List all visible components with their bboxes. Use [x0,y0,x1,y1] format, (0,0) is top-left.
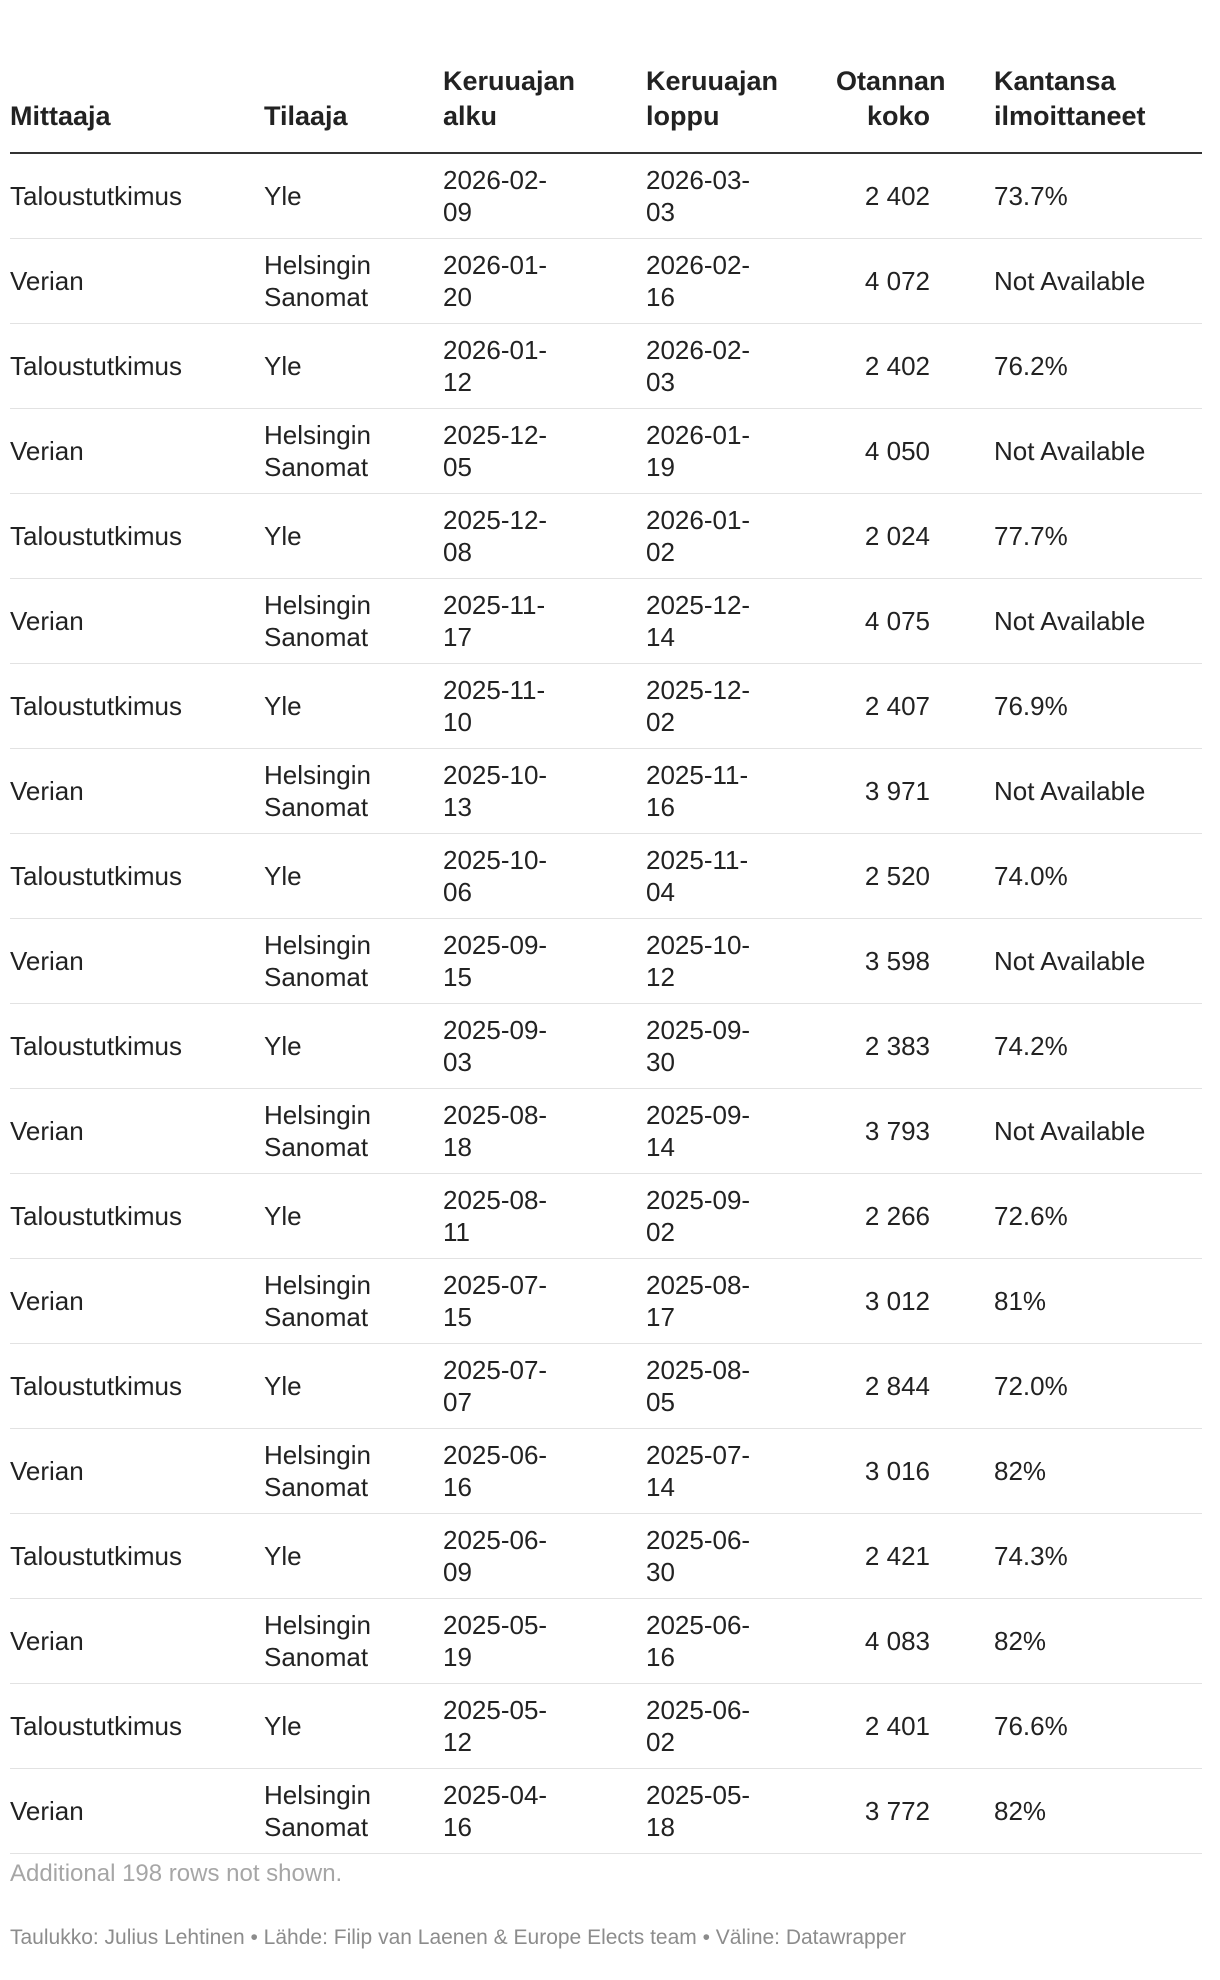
cell-tilaaja [264,919,443,1004]
loppu-line2: 19 [646,452,675,482]
cell-keruuajan-loppu [646,834,836,919]
alku-line2: 15 [443,1302,472,1332]
alku-line1: 2026-01- [443,335,548,365]
cell-kantansa-ilmoittaneet: 82% [976,1599,1202,1684]
alku-line1: 2025-11- [443,590,546,620]
cell-mittaaja: Taloustutkimus [10,664,264,749]
table-body [10,153,1202,1854]
cell-kantansa-ilmoittaneet: Not Available [976,239,1202,324]
header-tilaaja[interactable] [264,0,443,153]
alku-line2: 12 [443,1727,472,1757]
table-row [10,494,1202,579]
more-rows-note: Additional 198 rows not shown. [10,1860,343,1887]
cell-mittaaja: Verian [10,1259,264,1344]
loppu-line2: 14 [646,1132,675,1162]
poll-table-container [10,0,1202,1854]
loppu-line2: 30 [646,1047,675,1077]
table-row [10,1684,1202,1769]
loppu-line2: 03 [646,197,675,227]
alku-line1: 2025-10- [443,760,548,790]
header-alku-line1: Keruuajan [443,66,576,96]
loppu-line1: 2026-01- [646,420,751,450]
cell-otannan-koko: 2 383 [836,1004,976,1089]
cell-keruuajan-loppu [646,1004,836,1089]
header-tilaaja-label: Tilaaja [264,101,348,131]
tilaaja-line1: Helsingin [264,1270,371,1300]
cell-keruuajan-alku [443,664,646,749]
alku-line1: 2025-11- [443,675,546,705]
alku-line1: 2025-08- [443,1100,548,1130]
tilaaja-line1: Helsingin [264,1100,371,1130]
loppu-line1: 2025-09- [646,1185,751,1215]
tilaaja-line1: Helsingin [264,1440,371,1470]
alku-line2: 15 [443,962,472,992]
alku-line1: 2025-07- [443,1270,548,1300]
cell-keruuajan-alku [443,1599,646,1684]
cell-kantansa-ilmoittaneet: 72.6% [976,1174,1202,1259]
cell-mittaaja: Verian [10,749,264,834]
alku-line1: 2025-10- [443,845,548,875]
alku-line2: 09 [443,1557,472,1587]
cell-otannan-koko: 4 072 [836,239,976,324]
alku-line2: 08 [443,537,472,567]
tilaaja-line2: Sanomat [264,1642,369,1672]
loppu-line2: 02 [646,1217,675,1247]
cell-keruuajan-alku [443,494,646,579]
cell-keruuajan-alku [443,579,646,664]
table-row [10,153,1202,239]
header-loppu-line1: Keruuajan [646,66,779,96]
loppu-line2: 16 [646,1642,675,1672]
cell-tilaaja: Yle [264,1344,443,1429]
cell-keruuajan-alku [443,834,646,919]
table-row [10,834,1202,919]
cell-kantansa-ilmoittaneet: 74.0% [976,834,1202,919]
cell-tilaaja: Yle [264,153,443,239]
cell-keruuajan-alku [443,409,646,494]
loppu-line1: 2025-11- [646,760,749,790]
cell-keruuajan-loppu [646,1344,836,1429]
cell-otannan-koko: 2 402 [836,153,976,239]
table-header [10,0,1202,153]
tilaaja-line1: Helsingin [264,250,371,280]
header-loppu-line2: loppu [646,101,720,131]
cell-mittaaja: Verian [10,1769,264,1854]
cell-kantansa-ilmoittaneet: Not Available [976,1089,1202,1174]
loppu-line2: 30 [646,1557,675,1587]
loppu-line1: 2026-02- [646,250,751,280]
cell-keruuajan-alku [443,1259,646,1344]
alku-line1: 2025-07- [443,1355,548,1385]
cell-keruuajan-loppu [646,153,836,239]
table-row [10,1599,1202,1684]
cell-keruuajan-loppu [646,409,836,494]
table-row [10,1344,1202,1429]
cell-keruuajan-loppu [646,239,836,324]
cell-keruuajan-alku [443,1429,646,1514]
alku-line2: 13 [443,792,472,822]
loppu-line2: 14 [646,1472,675,1502]
tilaaja-line2: Sanomat [264,452,369,482]
cell-kantansa-ilmoittaneet: 81% [976,1259,1202,1344]
cell-keruuajan-loppu [646,579,836,664]
alku-line2: 11 [443,1217,470,1247]
loppu-line1: 2025-12- [646,590,751,620]
loppu-line2: 02 [646,1727,675,1757]
cell-otannan-koko: 3 793 [836,1089,976,1174]
cell-tilaaja: Yle [264,1174,443,1259]
cell-kantansa-ilmoittaneet: 82% [976,1769,1202,1854]
cell-mittaaja: Taloustutkimus [10,1344,264,1429]
cell-otannan-koko: 3 971 [836,749,976,834]
cell-otannan-koko: 3 016 [836,1429,976,1514]
loppu-line2: 02 [646,537,675,567]
cell-tilaaja [264,579,443,664]
loppu-line1: 2025-08- [646,1355,751,1385]
tilaaja-line2: Sanomat [264,282,369,312]
cell-keruuajan-loppu [646,1259,836,1344]
alku-line2: 18 [443,1132,472,1162]
tilaaja-line2: Sanomat [264,792,369,822]
header-row [10,0,1202,153]
source-footer: Taulukko: Julius Lehtinen • Lähde: Filip van Laenen & Europe Elects team • Väline: Datawrapper [10,1926,907,1949]
cell-kantansa-ilmoittaneet: 76.9% [976,664,1202,749]
tilaaja-line2: Sanomat [264,1812,369,1842]
loppu-line2: 05 [646,1387,675,1417]
alku-line2: 03 [443,1047,472,1077]
cell-otannan-koko: 3 598 [836,919,976,1004]
cell-otannan-koko: 2 421 [836,1514,976,1599]
cell-otannan-koko: 2 266 [836,1174,976,1259]
table-row [10,1259,1202,1344]
alku-line2: 17 [443,622,472,652]
cell-mittaaja: Taloustutkimus [10,324,264,409]
loppu-line1: 2025-06- [646,1525,751,1555]
loppu-line1: 2025-11- [646,845,749,875]
cell-keruuajan-loppu [646,664,836,749]
cell-tilaaja [264,1599,443,1684]
alku-line1: 2025-04- [443,1780,548,1810]
cell-kantansa-ilmoittaneet: 72.0% [976,1344,1202,1429]
loppu-line1: 2026-02- [646,335,751,365]
alku-line2: 16 [443,1812,472,1842]
header-mittaaja[interactable] [10,0,264,153]
cell-keruuajan-alku [443,1769,646,1854]
cell-keruuajan-loppu [646,1769,836,1854]
loppu-line1: 2026-01- [646,505,751,535]
cell-otannan-koko: 3 012 [836,1259,976,1344]
table-row [10,1514,1202,1599]
loppu-line2: 16 [646,792,675,822]
cell-kantansa-ilmoittaneet: 76.6% [976,1684,1202,1769]
cell-tilaaja: Yle [264,324,443,409]
cell-keruuajan-loppu [646,1429,836,1514]
alku-line1: 2025-09- [443,1015,548,1045]
cell-tilaaja: Yle [264,664,443,749]
tilaaja-line1: Helsingin [264,1610,371,1640]
cell-otannan-koko: 2 520 [836,834,976,919]
cell-mittaaja: Taloustutkimus [10,1174,264,1259]
cell-mittaaja: Taloustutkimus [10,1514,264,1599]
loppu-line2: 18 [646,1812,675,1842]
table-row [10,664,1202,749]
cell-otannan-koko: 2 401 [836,1684,976,1769]
cell-tilaaja: Yle [264,1004,443,1089]
cell-kantansa-ilmoittaneet: Not Available [976,919,1202,1004]
loppu-line1: 2025-06- [646,1695,751,1725]
alku-line2: 06 [443,877,472,907]
table-row [10,1769,1202,1854]
cell-keruuajan-loppu [646,1174,836,1259]
loppu-line1: 2025-08- [646,1270,751,1300]
cell-keruuajan-alku [443,1684,646,1769]
cell-tilaaja [264,1429,443,1514]
tilaaja-line2: Sanomat [264,1302,369,1332]
cell-kantansa-ilmoittaneet: 82% [976,1429,1202,1514]
tilaaja-line2: Sanomat [264,962,369,992]
alku-line2: 05 [443,452,472,482]
cell-tilaaja: Yle [264,834,443,919]
loppu-line2: 02 [646,707,675,737]
cell-tilaaja [264,1259,443,1344]
table-row [10,1089,1202,1174]
cell-tilaaja [264,409,443,494]
cell-tilaaja: Yle [264,1684,443,1769]
tilaaja-line1: Helsingin [264,760,371,790]
cell-otannan-koko: 2 844 [836,1344,976,1429]
cell-tilaaja: Yle [264,1514,443,1599]
cell-keruuajan-alku [443,153,646,239]
alku-line2: 10 [443,707,472,737]
cell-mittaaja: Verian [10,239,264,324]
alku-line2: 16 [443,1472,472,1502]
loppu-line1: 2025-10- [646,930,751,960]
alku-line1: 2025-05- [443,1695,548,1725]
alku-line2: 07 [443,1387,472,1417]
cell-kantansa-ilmoittaneet: Not Available [976,409,1202,494]
header-alku-line2: alku [443,101,498,131]
cell-keruuajan-alku [443,1174,646,1259]
loppu-line2: 12 [646,962,675,992]
header-kantansa-line2: ilmoittaneet [994,101,1146,131]
loppu-line2: 16 [646,282,675,312]
cell-keruuajan-alku [443,239,646,324]
tilaaja-line2: Sanomat [264,622,369,652]
tilaaja-line1: Helsingin [264,1780,371,1810]
header-koko-line2: koko [866,101,930,131]
cell-mittaaja: Taloustutkimus [10,1004,264,1089]
alku-line2: 09 [443,197,472,227]
cell-otannan-koko: 4 050 [836,409,976,494]
alku-line1: 2025-09- [443,930,548,960]
cell-keruuajan-loppu [646,919,836,1004]
loppu-line1: 2025-09- [646,1100,751,1130]
cell-kantansa-ilmoittaneet: 73.7% [976,153,1202,239]
loppu-line2: 04 [646,877,675,907]
cell-otannan-koko: 2 407 [836,664,976,749]
cell-otannan-koko: 4 075 [836,579,976,664]
cell-mittaaja: Verian [10,919,264,1004]
cell-tilaaja: Yle [264,494,443,579]
loppu-line1: 2025-07- [646,1440,751,1470]
tilaaja-line1: Helsingin [264,590,371,620]
alku-line1: 2025-06- [443,1525,548,1555]
table-row [10,324,1202,409]
cell-keruuajan-alku [443,1089,646,1174]
header-otannan-koko[interactable] [836,0,976,153]
cell-keruuajan-alku [443,1344,646,1429]
loppu-line1: 2025-12- [646,675,751,705]
header-mittaaja-label: Mittaaja [10,101,111,131]
header-kantansa-line1: Kantansa [994,66,1116,96]
cell-mittaaja: Taloustutkimus [10,153,264,239]
cell-keruuajan-loppu [646,749,836,834]
table-row [10,1174,1202,1259]
alku-line1: 2025-12- [443,420,548,450]
cell-kantansa-ilmoittaneet: Not Available [976,579,1202,664]
table-row [10,749,1202,834]
loppu-line1: 2026-03- [646,165,751,195]
alku-line1: 2025-12- [443,505,548,535]
table-row [10,1004,1202,1089]
cell-tilaaja [264,1089,443,1174]
table-row [10,919,1202,1004]
cell-otannan-koko: 2 402 [836,324,976,409]
alku-line2: 20 [443,282,472,312]
cell-mittaaja: Verian [10,409,264,494]
tilaaja-line1: Helsingin [264,930,371,960]
alku-line1: 2025-08- [443,1185,548,1215]
cell-tilaaja [264,239,443,324]
cell-mittaaja: Verian [10,579,264,664]
table-row [10,239,1202,324]
cell-kantansa-ilmoittaneet: 74.2% [976,1004,1202,1089]
cell-keruuajan-loppu [646,1089,836,1174]
cell-kantansa-ilmoittaneet: 76.2% [976,324,1202,409]
cell-mittaaja: Verian [10,1089,264,1174]
header-keruuajan-loppu[interactable] [646,0,836,153]
loppu-line1: 2025-06- [646,1610,751,1640]
cell-otannan-koko: 2 024 [836,494,976,579]
alku-line1: 2026-01- [443,250,548,280]
cell-otannan-koko: 3 772 [836,1769,976,1854]
header-keruuajan-alku[interactable] [443,0,646,153]
alku-line1: 2026-02- [443,165,548,195]
cell-keruuajan-loppu [646,494,836,579]
loppu-line2: 03 [646,367,675,397]
alku-line2: 12 [443,367,472,397]
tilaaja-line2: Sanomat [264,1472,369,1502]
loppu-line2: 14 [646,622,675,652]
loppu-line1: 2025-05- [646,1780,751,1810]
cell-mittaaja: Verian [10,1599,264,1684]
cell-keruuajan-alku [443,324,646,409]
poll-table [10,0,1202,1854]
cell-mittaaja: Verian [10,1429,264,1514]
tilaaja-line1: Helsingin [264,420,371,450]
table-row [10,1429,1202,1514]
cell-otannan-koko: 4 083 [836,1599,976,1684]
loppu-line2: 17 [646,1302,675,1332]
table-row [10,409,1202,494]
loppu-line1: 2025-09- [646,1015,751,1045]
cell-tilaaja [264,1769,443,1854]
table-row [10,579,1202,664]
cell-kantansa-ilmoittaneet: 74.3% [976,1514,1202,1599]
cell-keruuajan-loppu [646,1599,836,1684]
cell-mittaaja: Taloustutkimus [10,494,264,579]
cell-keruuajan-alku [443,1004,646,1089]
alku-line2: 19 [443,1642,472,1672]
header-koko-line1: Otannan [836,66,946,96]
alku-line1: 2025-05- [443,1610,548,1640]
header-kantansa-ilmoittaneet[interactable] [976,0,1202,153]
cell-mittaaja: Taloustutkimus [10,1684,264,1769]
cell-tilaaja [264,749,443,834]
cell-keruuajan-loppu [646,324,836,409]
cell-keruuajan-alku [443,1514,646,1599]
cell-mittaaja: Taloustutkimus [10,834,264,919]
cell-keruuajan-loppu [646,1514,836,1599]
alku-line1: 2025-06- [443,1440,548,1470]
cell-kantansa-ilmoittaneet: Not Available [976,749,1202,834]
cell-kantansa-ilmoittaneet: 77.7% [976,494,1202,579]
cell-keruuajan-loppu [646,1684,836,1769]
cell-keruuajan-alku [443,919,646,1004]
tilaaja-line2: Sanomat [264,1132,369,1162]
cell-keruuajan-alku [443,749,646,834]
